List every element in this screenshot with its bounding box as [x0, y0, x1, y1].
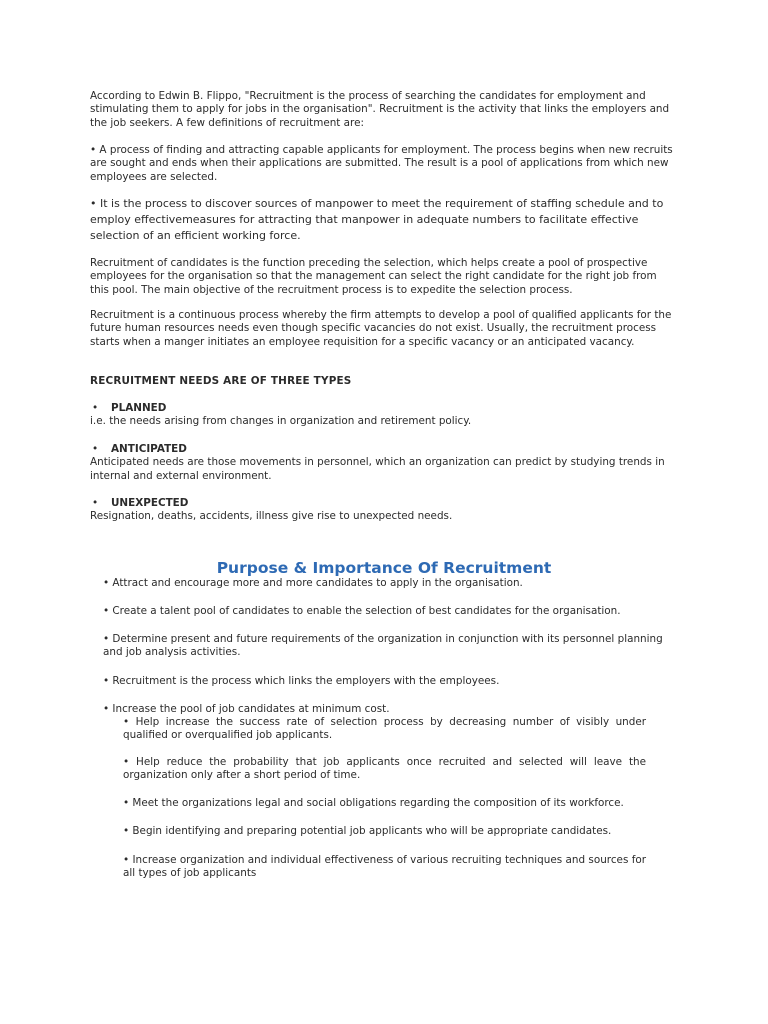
purpose-title: Purpose & Importance Of Recruitment	[216, 559, 552, 577]
purpose-item: • Attract and encourage more and more candidates to apply in the organisation.	[103, 577, 523, 589]
need-planned	[90, 402, 675, 429]
purpose-item: • Increase the pool of job candidates at minimum cost.	[103, 703, 390, 715]
need-title	[90, 402, 675, 415]
purpose-subitem: • Begin identifying and preparing potential job applicants who will be appropriate candidates.	[123, 825, 612, 837]
need-unexpected	[90, 497, 675, 524]
purpose-subitem: • Meet the organizations legal and social obligations regarding the composition of its workforce.	[123, 797, 624, 809]
definition-2: • It is the process to discover sources of manpower to meet the requirement of staffing schedule and to employ effectivemeasures for attracting that manpower in adequate numbers to facilitate effective selection of an efficient working force.	[90, 197, 664, 242]
need-title-text: PLANNED	[111, 402, 167, 414]
need-description: i.e. the needs arising from changes in organization and retirement policy.	[90, 415, 472, 428]
purpose-subitem: • Help reduce the probability that job applicants once recruited and selected will leave the organization only after a short period of time.	[123, 756, 646, 782]
purpose-item: • Recruitment is the process which links the employers with the employees.	[103, 675, 500, 687]
paragraph-continuous: Recruitment is a continuous process whereby the firm attempts to develop a pool of qualified applicants for the future human resources needs even though specific vacancies do not exist. Usually, the recruitment process starts when a manger initiates an employee requisition for a specific vacancy or an anticipated vacancy.	[90, 309, 672, 348]
bullet-icon: •	[92, 402, 99, 414]
needs-heading: RECRUITMENT NEEDS ARE OF THREE TYPES	[90, 375, 352, 387]
need-description: Resignation, deaths, accidents, illness give rise to unexpected needs.	[90, 510, 453, 523]
purpose-subitem: • Increase organization and individual effectiveness of various recruiting techniques and sources for all types of job applicants	[123, 854, 646, 880]
need-title-text: UNEXPECTED	[111, 497, 189, 509]
need-title	[90, 443, 675, 456]
paragraph-function: Recruitment of candidates is the function preceding the selection, which helps create a pool of prospective employees for the organisation so that the management can select the right candidate for the right job from this pool. The main objective of the recruitment process is to expedite the selection process.	[90, 257, 657, 296]
purpose-subitem: • Help increase the success rate of selection process by decreasing number of visibly under qualified or overqualified job applicants.	[123, 716, 646, 742]
purpose-item: • Create a talent pool of candidates to enable the selection of best candidates for the organisation.	[103, 605, 621, 617]
need-description: Anticipated needs are those movements in personnel, which an organization can predict by studying trends in internal and external environment.	[90, 456, 665, 482]
purpose-item: • Determine present and future requirements of the organization in conjunction with its personnel planning and job analysis activities.	[103, 633, 663, 659]
bullet-icon: •	[92, 443, 99, 455]
intro-paragraph: According to Edwin B. Flippo, "Recruitment is the process of searching the candidates for employment and stimulating them to apply for jobs in the organisation". Recruitment is the activity that links the employers and the job seekers. A few definitions of recruitment are:	[90, 90, 670, 129]
bullet-icon: •	[92, 497, 99, 509]
definition-1: • A process of finding and attracting capable applicants for employment. The process begins when new recruits are sought and ends when their applications are submitted. The result is a pool of applications from which new employees are selected.	[90, 144, 673, 183]
need-anticipated	[90, 443, 675, 483]
need-title-text: ANTICIPATED	[111, 443, 187, 455]
need-title	[90, 497, 675, 510]
